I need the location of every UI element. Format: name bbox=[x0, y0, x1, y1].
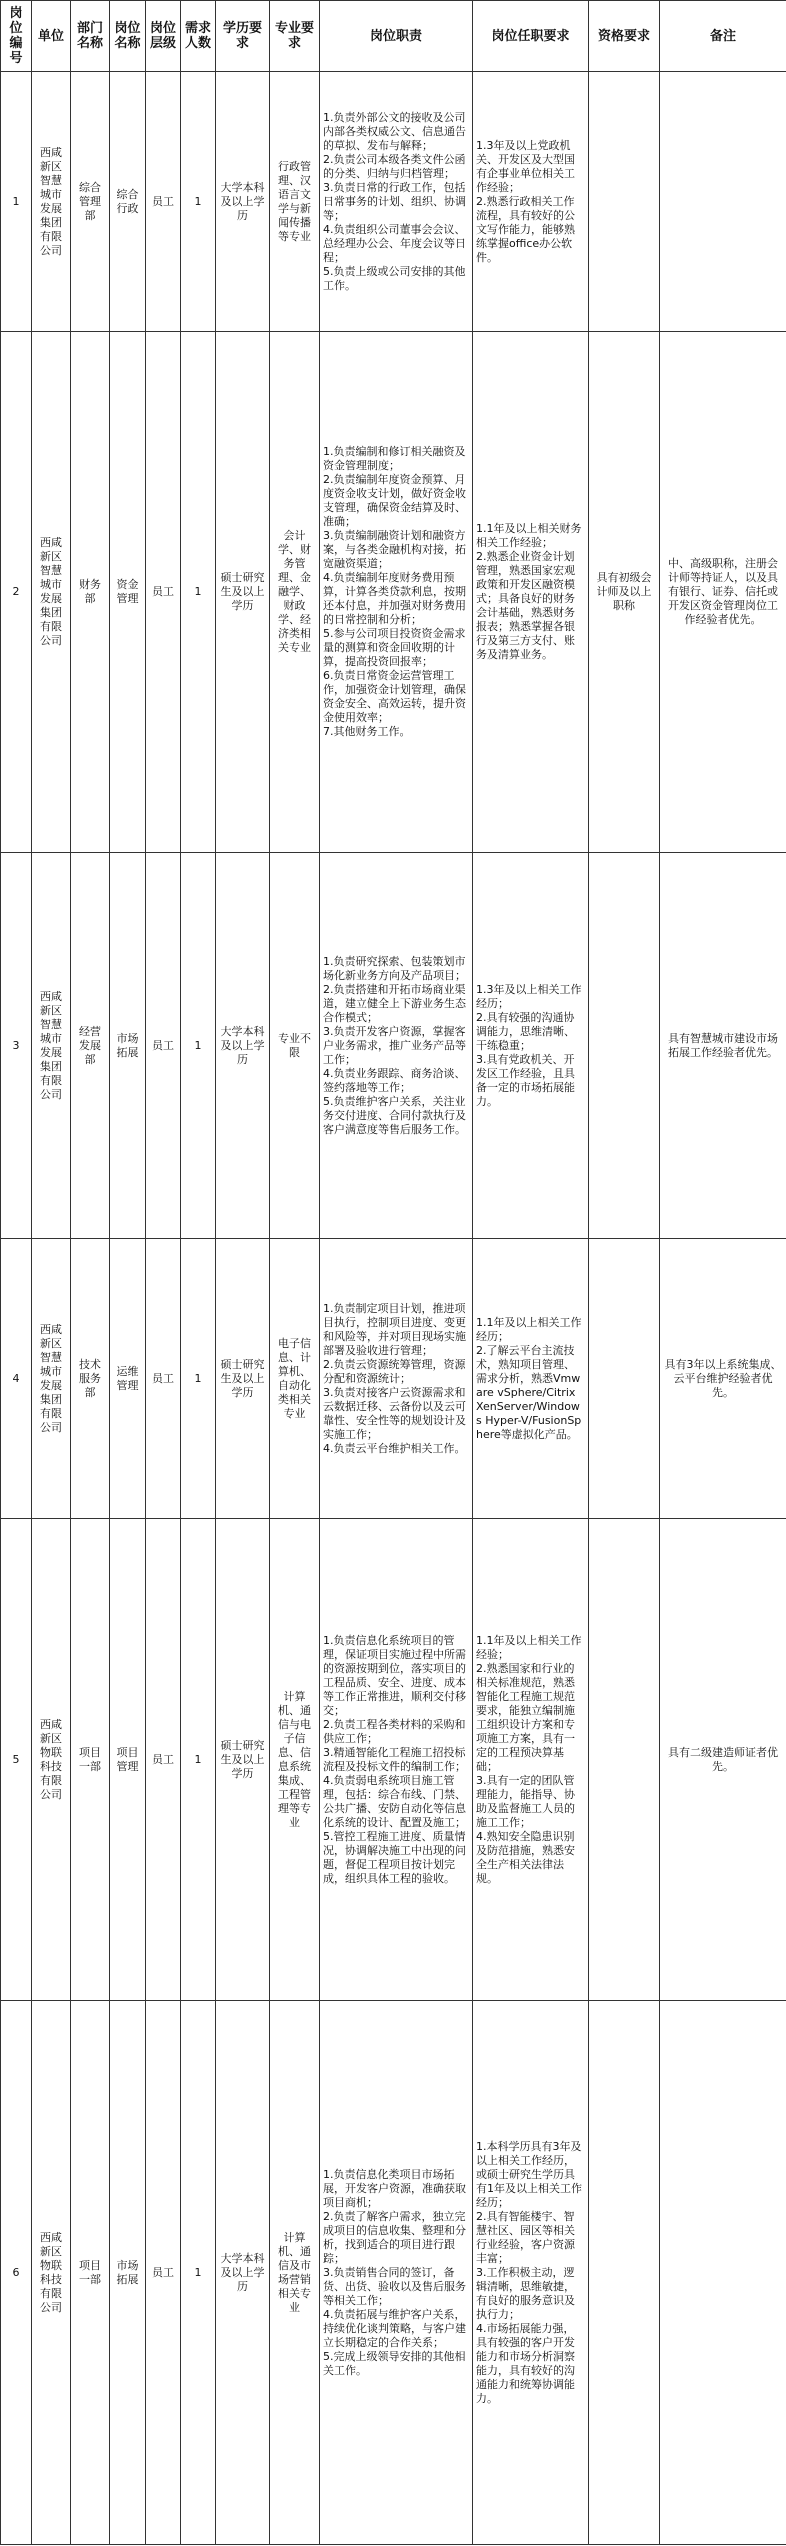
cell-count: 1 bbox=[181, 332, 216, 853]
cell-count: 1 bbox=[181, 1239, 216, 1519]
cell-count: 1 bbox=[181, 853, 216, 1239]
cell-dept: 技术服务部 bbox=[71, 1239, 110, 1519]
cell-unit: 西咸新区智慧城市发展集团有限公司 bbox=[32, 853, 71, 1239]
requirements-text: 1.1年及以上相关工作经历； 2.了解云平台主流技术，熟知项目管理、需求分析，熟悉Vmware vSphere/Citrix XenServer/Windows Hyper-V/FusionSphere等虚拟化产品。 bbox=[476, 1315, 582, 1441]
header-duties: 岗位职责 bbox=[320, 1, 473, 72]
cell-dept: 经营发展部 bbox=[71, 853, 110, 1239]
cell-requirements bbox=[473, 1239, 589, 1519]
cell-count: 1 bbox=[181, 72, 216, 332]
cell-level: 员工 bbox=[146, 72, 181, 332]
requirements-text: 1.3年及以上相关工作经历； 2.具有较强的沟通协调能力，思维清晰、干练稳重； 3.具有党政机关、开发区工作经验，且具备一定的市场拓展能力。 bbox=[476, 982, 582, 1108]
cell-level: 员工 bbox=[146, 1239, 181, 1519]
cell-requirements bbox=[473, 1519, 589, 2001]
requirements-text: 1.1年及以上相关财务相关工作经验； 2.熟悉企业资金计划管理，熟悉国家宏观政策和开发区融资模式；具备良好的财务会计基础，熟悉财务报表；熟悉掌握各银行及第三方支付、账务及清算业务。 bbox=[476, 522, 582, 661]
cell-education: 硕士研究生及以上学历 bbox=[216, 1519, 270, 2001]
table-row bbox=[1, 332, 786, 853]
cell-notes: 具有二级建造师证者优先。 bbox=[660, 1519, 786, 2001]
cell-notes: 具有智慧城市建设市场拓展工作经验者优先。 bbox=[660, 853, 786, 1239]
cell-unit: 西咸新区智慧城市发展集团有限公司 bbox=[32, 332, 71, 853]
cell-major: 专业不限 bbox=[270, 853, 320, 1239]
cell-duties bbox=[320, 332, 473, 853]
table-row bbox=[1, 1519, 786, 2001]
duties-text: 1.负责信息化系统项目的管理，保证项目实施过程中所需的资源按期到位，落实项目的工程品质、安全、进度、成本等工作正常推进，顺利交付移交； 2.负责工程各类材料的采购和供应工作； 3.精通智能化工程施工招投标流程及投标文件的编制工作； 4.负责弱电系统项目施工管理，包括：综合布线、门禁、公共广播、安防自动化等信息化系统的设计、配置及施工； 5.管控工程施工进度、质量情况，协调解决施工中出现的问题，督促工程项目按计划完成，组织具体工程的验收。 bbox=[323, 1633, 466, 1885]
cell-requirements bbox=[473, 332, 589, 853]
cell-dept: 财务部 bbox=[71, 332, 110, 853]
header-post-no: 岗位编号 bbox=[1, 1, 32, 72]
cell-qualification bbox=[589, 1239, 660, 1519]
cell-post: 项目管理 bbox=[110, 1519, 146, 2001]
header-dept: 部门名称 bbox=[71, 1, 110, 72]
cell-requirements bbox=[473, 2001, 589, 2545]
cell-notes bbox=[660, 2001, 786, 2545]
cell-major: 计算机、通信与电子信息、信息系统集成、工程管理等专业 bbox=[270, 1519, 320, 2001]
cell-education: 大学本科及以上学历 bbox=[216, 72, 270, 332]
cell-unit: 西咸新区物联科技有限公司 bbox=[32, 1519, 71, 2001]
cell-dept: 项目一部 bbox=[71, 1519, 110, 2001]
cell-dept: 综合管理部 bbox=[71, 72, 110, 332]
cell-duties bbox=[320, 853, 473, 1239]
header-notes: 备注 bbox=[660, 1, 786, 72]
header-qualification: 资格要求 bbox=[589, 1, 660, 72]
cell-major: 电子信息、计算机、自动化类相关专业 bbox=[270, 1239, 320, 1519]
duties-text: 1.负责研究探索、包装策划市场化新业务方向及产品项目； 2.负责搭建和开拓市场商业渠道，建立健全上下游业务生态合作模式； 3.负责开发客户资源，掌握客户业务需求，推广业务产品等工作； 4.负责业务跟踪、商务洽谈、签约落地等工作； 5.负责维护客户关系，关注业务交付进度、合同付款执行及客户满意度等售后服务工作。 bbox=[323, 954, 466, 1136]
cell-requirements bbox=[473, 72, 589, 332]
cell-unit: 西咸新区智慧城市发展集团有限公司 bbox=[32, 72, 71, 332]
cell-level: 员工 bbox=[146, 853, 181, 1239]
cell-qualification bbox=[589, 1519, 660, 2001]
header-count: 需求人数 bbox=[181, 1, 216, 72]
cell-dept: 项目一部 bbox=[71, 2001, 110, 2545]
table-row bbox=[1, 853, 786, 1239]
cell-post: 资金管理 bbox=[110, 332, 146, 853]
cell-count: 1 bbox=[181, 1519, 216, 2001]
cell-post: 市场拓展 bbox=[110, 2001, 146, 2545]
header-row bbox=[1, 1, 786, 72]
table-row bbox=[1, 72, 786, 332]
cell-post: 运维管理 bbox=[110, 1239, 146, 1519]
header-education: 学历要求 bbox=[216, 1, 270, 72]
header-unit: 单位 bbox=[32, 1, 71, 72]
requirements-text: 1.本科学历具有3年及以上相关工作经历，或硕士研究生学历具有1年及以上相关工作经历； 2.具有智能楼宇、智慧社区、园区等相关行业经验，客户资源丰富； 3.工作积极主动，逻辑清晰，思维敏捷，有良好的服务意识及执行力； 4.市场拓展能力强，具有较强的客户开发能力和市场分析洞察能力，具有较好的沟通能力和统筹协调能力。 bbox=[476, 2139, 582, 2405]
cell-notes: 具有3年以上系统集成、云平台维护经验者优先。 bbox=[660, 1239, 786, 1519]
cell-post-no: 6 bbox=[1, 2001, 32, 2545]
cell-post: 市场拓展 bbox=[110, 853, 146, 1239]
cell-duties bbox=[320, 2001, 473, 2545]
cell-level: 员工 bbox=[146, 332, 181, 853]
cell-post: 综合行政 bbox=[110, 72, 146, 332]
requirements-text: 1.1年及以上相关工作经验； 2.熟悉国家和行业的相关标准规范，熟悉智能化工程施工规范要求，能独立编制施工组织设计方案和专项施工方案，具有一定的工程预决算基础； 3.具有一定的团队管理能力，能指导、协助及监督施工人员的施工工作； 4.熟知安全隐患识别及防范措施，熟悉安全生产相关法律法规。 bbox=[476, 1633, 582, 1885]
header-post: 岗位名称 bbox=[110, 1, 146, 72]
cell-qualification bbox=[589, 2001, 660, 2545]
cell-level: 员工 bbox=[146, 1519, 181, 2001]
cell-major: 行政管理、汉语言文学与新闻传播等专业 bbox=[270, 72, 320, 332]
cell-post-no: 3 bbox=[1, 853, 32, 1239]
requirements-text: 1.3年及以上党政机关、开发区及大型国有企事业单位相关工作经验； 2.熟悉行政相关工作流程，具有较好的公文写作能力，能够熟练掌握office办公软件。 bbox=[476, 138, 575, 264]
header-major: 专业要求 bbox=[270, 1, 320, 72]
cell-education: 硕士研究生及以上学历 bbox=[216, 1239, 270, 1519]
duties-text: 1.负责编制和修订相关融资及资金管理制度； 2.负责编制年度资金预算、月度资金收支计划，做好资金收支管理，确保资金结算及时、准确； 3.负责编制融资计划和融资方案，与各类金融机构对接，拓宽融资渠道； 4.负责编制年度财务费用预算，计算各类贷款利息，按期还本付息，并加强对财务费用的日常控制和分析； 5.参与公司项目投资资金需求量的测算和资金回收期的计算，提高投资回报率； 6.负责日常资金运营管理工作，加强资金计划管理，确保资金安全、高效运转，提升资金使用效率； 7.其他财务工作。 bbox=[323, 445, 466, 738]
cell-qualification bbox=[589, 853, 660, 1239]
duties-text: 1.负责外部公文的接收及公司内部各类权威公文、信息通告的草拟、发布与解释； 2.负责公司本级各类文件公函的分类、归纳与归档管理； 3.负责日常的行政工作，包括日常事务的计划、组织、协调等； 4.负责组织公司董事会会议、总经理办公会、年度会议等日程； 5.负责上级或公司安排的其他工作。 bbox=[323, 110, 466, 292]
header-level: 岗位层级 bbox=[146, 1, 181, 72]
table-row bbox=[1, 2001, 786, 2545]
cell-unit: 西咸新区智慧城市发展集团有限公司 bbox=[32, 1239, 71, 1519]
cell-education: 大学本科及以上学历 bbox=[216, 2001, 270, 2545]
cell-level: 员工 bbox=[146, 2001, 181, 2545]
cell-notes: 中、高级职称，注册会计师等持证人，以及具有银行、证券、信托或开发区资金管理岗位工作经验者优先。 bbox=[660, 332, 786, 853]
cell-duties bbox=[320, 72, 473, 332]
cell-post-no: 5 bbox=[1, 1519, 32, 2001]
duties-text: 1.负责制定项目计划，推进项目执行，控制项目进度、变更和风险等，并对项目现场实施部署及验收进行管理； 2.负责云资源统筹管理，资源分配和资源统计； 3.负责对接客户云资源需求和云数据迁移、云备份以及云可靠性、安全性等的规划设计及实施工作； 4.负责云平台维护相关工作。 bbox=[323, 1301, 466, 1455]
cell-qualification bbox=[589, 72, 660, 332]
cell-notes bbox=[660, 72, 786, 332]
cell-duties bbox=[320, 1239, 473, 1519]
cell-major: 会计学、财务管理、金融学、财政学、经济类相关专业 bbox=[270, 332, 320, 853]
table-row bbox=[1, 1239, 786, 1519]
cell-post-no: 2 bbox=[1, 332, 32, 853]
cell-duties bbox=[320, 1519, 473, 2001]
cell-qualification: 具有初级会计师及以上职称 bbox=[589, 332, 660, 853]
cell-post-no: 4 bbox=[1, 1239, 32, 1519]
cell-post-no: 1 bbox=[1, 72, 32, 332]
cell-education: 硕士研究生及以上学历 bbox=[216, 332, 270, 853]
header-requirements: 岗位任职要求 bbox=[473, 1, 589, 72]
cell-unit: 西咸新区物联科技有限公司 bbox=[32, 2001, 71, 2545]
cell-requirements bbox=[473, 853, 589, 1239]
cell-major: 计算机、通信及市场营销相关专业 bbox=[270, 2001, 320, 2545]
cell-count: 1 bbox=[181, 2001, 216, 2545]
duties-text: 1.负责信息化类项目市场拓展，开发客户资源，准确获取项目商机； 2.负责了解客户需求，独立完成项目的信息收集、整理和分析，找到适合的项目进行跟踪； 3.负责销售合同的签订，备货、出货、验收以及售后服务等相关工作； 4.负责拓展与维护客户关系，持续优化谈判策略，与客户建立长期稳定的合作关系； 5.完成上级领导安排的其他相关工作。 bbox=[323, 2167, 466, 2377]
cell-education: 大学本科及以上学历 bbox=[216, 853, 270, 1239]
